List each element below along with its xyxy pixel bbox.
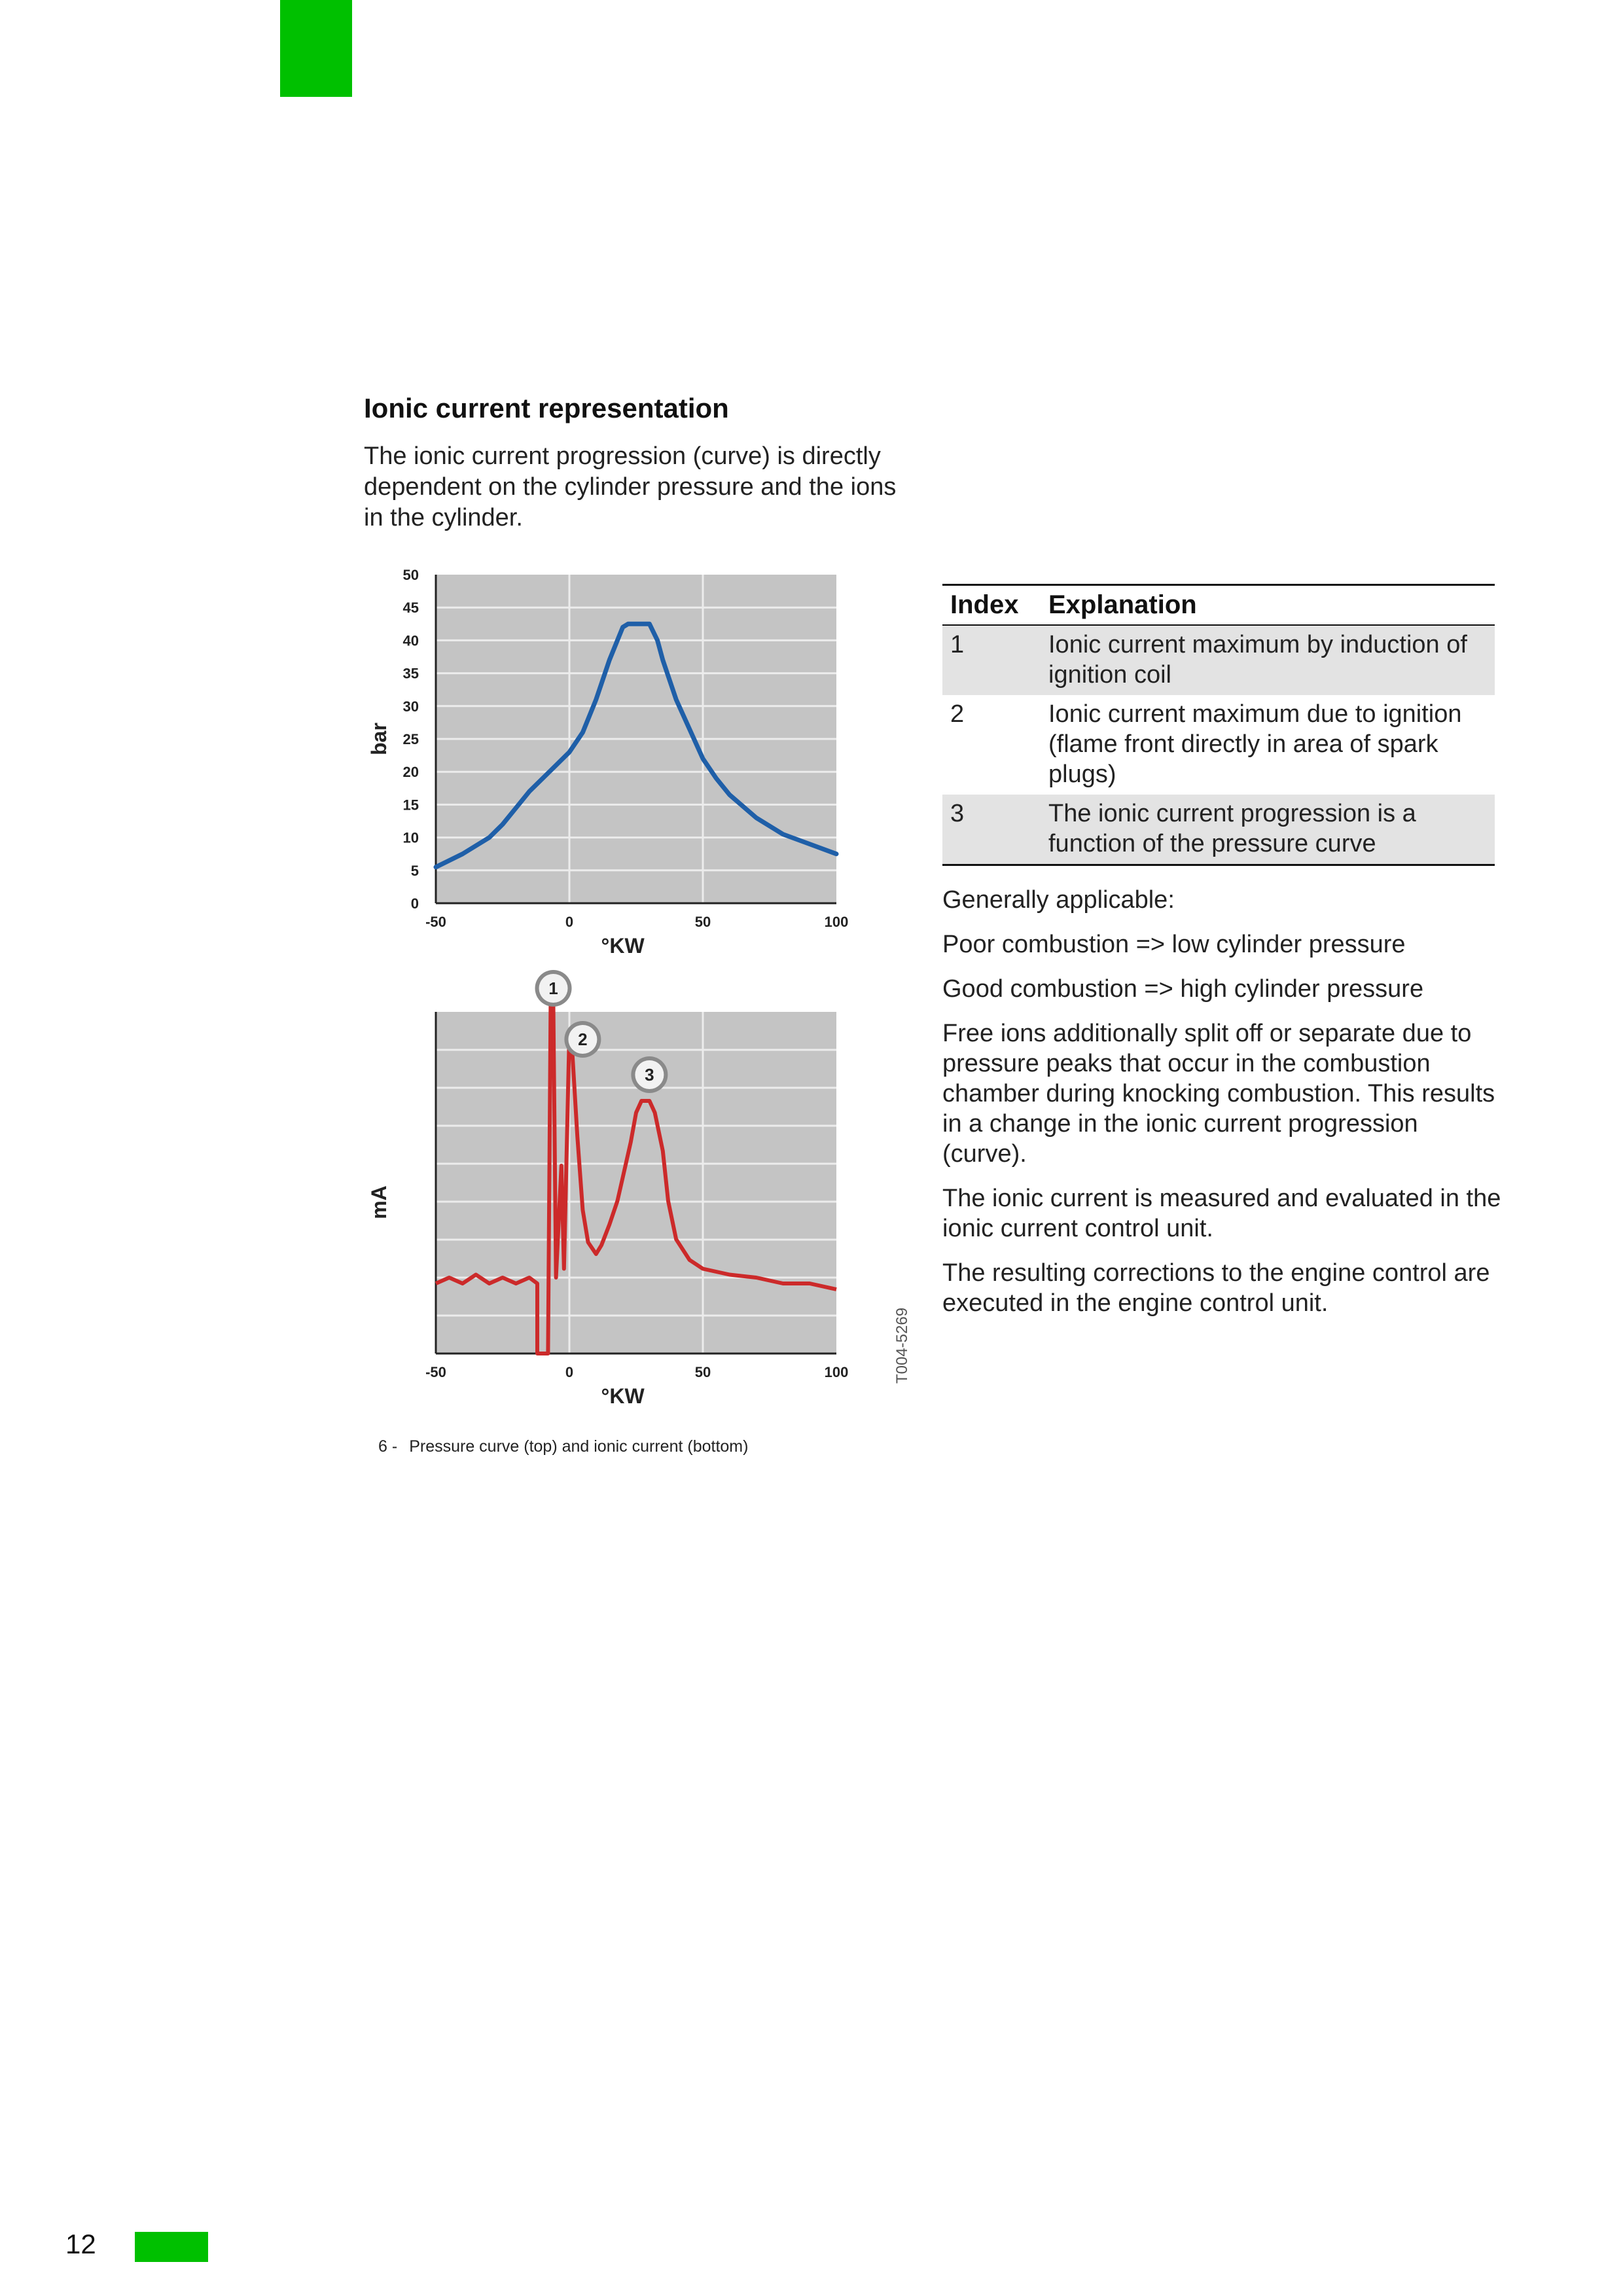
x-tick-label: 0 bbox=[565, 914, 574, 930]
header-explanation: Explanation bbox=[1048, 590, 1197, 619]
note-paragraph: Generally applicable: bbox=[942, 886, 1175, 914]
figure bbox=[353, 563, 942, 1479]
x-tick-label: 100 bbox=[824, 914, 849, 930]
row-text: Ionic current maximum due to ignition (flame front directly in area of spark plugs) bbox=[1048, 700, 1462, 788]
y-tick-label: 25 bbox=[402, 731, 419, 747]
page-number: 12 bbox=[65, 2229, 96, 2259]
top-accent-bar bbox=[280, 0, 352, 97]
figure-code: T004-5269 bbox=[893, 1307, 911, 1384]
y-tick-label: 30 bbox=[402, 698, 419, 715]
row-index: 1 bbox=[950, 631, 965, 658]
table-row bbox=[942, 695, 1495, 795]
row-index: 2 bbox=[950, 700, 965, 728]
notes bbox=[942, 885, 1505, 1333]
table-row bbox=[942, 626, 1495, 695]
y-tick-label: 40 bbox=[402, 632, 419, 649]
row-text: The ionic current progression is a function of the pressure curve bbox=[1048, 800, 1416, 857]
y-tick-label: 20 bbox=[402, 764, 419, 781]
header-index: Index bbox=[950, 590, 1019, 619]
y-tick-label: 50 bbox=[402, 567, 419, 583]
caption-number: 6 - bbox=[378, 1437, 398, 1456]
x-tick-label: 50 bbox=[694, 1364, 711, 1380]
x-axis-label: °KW bbox=[601, 934, 645, 958]
pressure-and-ionic-current-chart bbox=[353, 563, 942, 1479]
index-table bbox=[942, 584, 1495, 866]
y-axis-label: mA bbox=[367, 1185, 391, 1219]
x-tick-label: 50 bbox=[694, 914, 711, 930]
caption-text: Pressure curve (top) and ionic current (bottom) bbox=[409, 1437, 749, 1456]
note-paragraph: The ionic current is measured and evaluated in the ionic current control unit. bbox=[942, 1185, 1501, 1242]
row-index: 3 bbox=[950, 800, 965, 827]
table-header-row bbox=[942, 584, 1495, 626]
intro-paragraph: The ionic current progression (curve) is directly dependent on the cylinder pressure and the ions in the cylinder. bbox=[364, 442, 897, 531]
x-axis-label: °KW bbox=[601, 1384, 645, 1408]
row-text: Ionic current maximum by induction of ignition coil bbox=[1048, 631, 1467, 689]
y-axis-label: bar bbox=[367, 723, 391, 755]
y-tick-label: 0 bbox=[410, 895, 419, 912]
y-tick-label: 15 bbox=[402, 797, 419, 814]
figure-caption bbox=[378, 1437, 748, 1456]
table-row bbox=[942, 795, 1495, 866]
x-tick-label: 100 bbox=[824, 1364, 849, 1380]
section-title: Ionic current representation bbox=[364, 393, 729, 423]
marker-3-label: 3 bbox=[645, 1065, 654, 1085]
y-tick-label: 35 bbox=[402, 665, 419, 682]
marker-1-label: 1 bbox=[548, 978, 558, 998]
x-tick-label: -50 bbox=[425, 914, 446, 930]
note-paragraph: Poor combustion => low cylinder pressure bbox=[942, 931, 1406, 958]
note-paragraph: Good combustion => high cylinder pressure bbox=[942, 975, 1424, 1003]
bottom-accent-bar bbox=[135, 2232, 208, 2262]
x-tick-label: 0 bbox=[565, 1364, 574, 1380]
y-tick-label: 10 bbox=[402, 829, 419, 846]
y-tick-label: 45 bbox=[402, 600, 419, 617]
x-tick-label: -50 bbox=[425, 1364, 446, 1380]
y-tick-label: 5 bbox=[410, 862, 419, 879]
note-paragraph: Free ions additionally split off or separate due to pressure peaks that occur in the combustion chamber during knocking combustion. This results in a change in the ionic current progression (curve). bbox=[942, 1020, 1495, 1168]
note-paragraph: The resulting corrections to the engine control are executed in the engine control unit. bbox=[942, 1259, 1490, 1317]
marker-2-label: 2 bbox=[578, 1030, 588, 1049]
